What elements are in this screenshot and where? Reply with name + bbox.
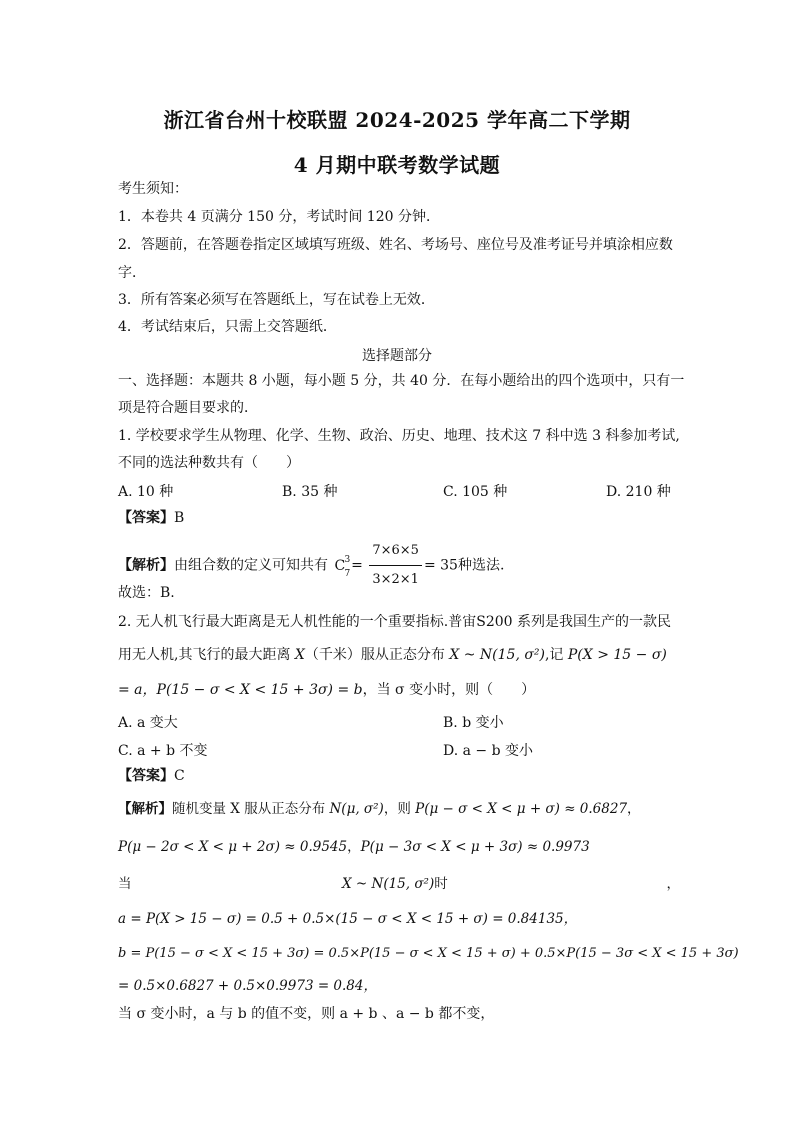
q2-answer bbox=[118, 767, 185, 785]
fraction-denominator: 3×2×1 bbox=[372, 572, 419, 587]
q1-stem-1: 1. 学校要求学生从物理、化学、生物、政治、历史、地理、技术这 7 科中选 3 科参加考试, bbox=[118, 428, 680, 444]
q2-stem-1: 2. 无人机飞行最大距离是无人机性能的一个重要指标.普宙S200 系列是我国生产的一款民 bbox=[118, 614, 672, 630]
q2-stem-3-prob: P(15 − σ < X < 15 + 3σ) = b bbox=[156, 682, 363, 698]
q2-option-a: A. a 变大 bbox=[118, 715, 178, 731]
q1-option-b: B. 35 种 bbox=[282, 484, 338, 500]
q2-analysis-3 bbox=[118, 875, 680, 893]
analysis-label: 【解析】 bbox=[118, 557, 174, 574]
q2-analysis-7: 当 σ 变小时，a 与 b 的值不变，则 a + b 、a − b 都不变， bbox=[118, 1006, 495, 1022]
analysis-fraction bbox=[369, 538, 422, 593]
answer-value: C bbox=[174, 768, 185, 784]
q2-option-c: C. a + b 不变 bbox=[118, 743, 208, 759]
q2-stem-3-c: ，当 σ 变小时，则（ ） bbox=[362, 682, 536, 698]
q2-stem-2-var: X bbox=[294, 647, 305, 663]
answer-label: 【答案】 bbox=[118, 768, 174, 784]
q2-analysis-2 bbox=[118, 838, 590, 856]
q2-stem-3-a: = a， bbox=[118, 682, 157, 698]
q2-option-b: B. b 变小 bbox=[443, 715, 504, 731]
q2-stem-2-prob: P(X > 15 − σ) bbox=[567, 647, 667, 663]
analysis-text: 由组合数的定义可知共有 bbox=[174, 557, 328, 574]
analysis-label: 【解析】 bbox=[118, 801, 172, 817]
notice-item-3: 3．所有答案必须写在答题纸上，写在试卷上无效． bbox=[118, 292, 435, 308]
q2-stem-2-c: （千米）服从正态分布 bbox=[304, 647, 450, 663]
notice-item-1: 1．本卷共 4 页满分 150 分，考试时间 120 分钟． bbox=[118, 209, 440, 225]
analysis-1-text2: ，则 bbox=[383, 801, 416, 817]
q2-analysis-6: = 0.5×0.6827 + 0.5×0.9973 = 0.84， bbox=[118, 978, 377, 994]
notice-item-2-cont: 字． bbox=[118, 265, 146, 281]
fraction-numerator: 7×6×5 bbox=[369, 538, 422, 566]
comb-sub: 7 bbox=[344, 568, 351, 579]
analysis-result: = 35种选法. bbox=[423, 557, 505, 574]
analysis-3-when: 当 bbox=[118, 876, 132, 892]
exam-title-line2: 4 月期中联考数学试题 bbox=[293, 153, 501, 177]
answer-label: 【答案】 bbox=[118, 510, 174, 526]
q2-analysis-5: b = P(15 − σ < X < 15 + 3σ) = 0.5×P(15 − σ < X < 15 + σ) + 0.5×P(15 − 3σ < X < 15 + 3σ) bbox=[118, 946, 739, 961]
notice-item-2: 2．答题前，在答题卷指定区域填写班级、姓名、考场号、座位号及准考证号并填涂相应数 bbox=[118, 237, 673, 253]
comb-sup: 3 bbox=[344, 554, 351, 565]
q2-stem-3 bbox=[118, 681, 535, 699]
q1-analysis: 【解析】由组合数的定义可知共有 C 3 7 = $\frac{7\times 6\times 5}{3\times 2\times 1}$ = 35种选法. bbox=[118, 538, 504, 593]
q2-analysis-4: a = P(X > 15 − σ) = 0.5 + 0.5×(15 − σ < X < 15 + σ) = 0.84135， bbox=[118, 911, 578, 927]
exam-title-line1: 浙江省台州十校联盟 2024-2025 学年高二下学期 bbox=[163, 108, 631, 132]
q2-option-d: D. a − b 变小 bbox=[443, 743, 534, 759]
analysis-2-sep: ， bbox=[347, 839, 361, 855]
section-instruction-2: 项是符合题目要求的． bbox=[118, 400, 258, 416]
analysis-1-prob: P(μ − σ < X < μ + σ) ≈ 0.6827 bbox=[415, 801, 628, 817]
notice-heading: 考生须知： bbox=[118, 181, 188, 197]
q1-conclusion: 故选：B. bbox=[118, 585, 175, 601]
combination-symbol bbox=[334, 553, 351, 579]
analysis-3-dist: X ~ N(15, σ²) bbox=[342, 876, 435, 892]
q2-stem-2-dist: X ~ N(15, σ²) bbox=[449, 647, 545, 663]
notice-item-4: 4．考试结束后，只需上交答题纸． bbox=[118, 319, 337, 335]
q2-stem-2-e: ,记 bbox=[544, 647, 568, 663]
q1-option-d: D. 210 种 bbox=[606, 484, 671, 500]
analysis-1-dist: N(μ, σ²) bbox=[329, 801, 384, 817]
answer-value: B bbox=[174, 510, 185, 526]
analysis-3-time: 时 bbox=[434, 876, 448, 892]
q1-option-a: A. 10 种 bbox=[118, 484, 174, 500]
section-title: 选择题部分 bbox=[362, 348, 432, 364]
analysis-1-end: ， bbox=[627, 801, 641, 817]
q2-analysis-1 bbox=[118, 800, 641, 818]
analysis-3-comma: ， bbox=[666, 876, 680, 892]
analysis-2-prob1: P(μ − 2σ < X < μ + 2σ) ≈ 0.9545 bbox=[118, 839, 348, 855]
q1-answer bbox=[118, 509, 184, 527]
q1-option-c: C. 105 种 bbox=[443, 484, 508, 500]
analysis-2-prob2: P(μ − 3σ < X < μ + 3σ) ≈ 0.9973 bbox=[360, 839, 590, 855]
q1-stem-2: 不同的选法种数共有（ ） bbox=[118, 455, 300, 471]
analysis-1-text: 随机变量 X 服从正态分布 bbox=[172, 801, 330, 817]
section-instruction-1: 一、选择题：本题共 8 小题，每小题 5 分，共 40 分．在每小题给出的四个选项中，只有一 bbox=[118, 373, 685, 389]
q2-stem-2 bbox=[118, 646, 667, 664]
comb-letter: C bbox=[334, 557, 346, 574]
q2-stem-2-a: 用无人机,其飞行的最大距离 bbox=[118, 647, 295, 663]
